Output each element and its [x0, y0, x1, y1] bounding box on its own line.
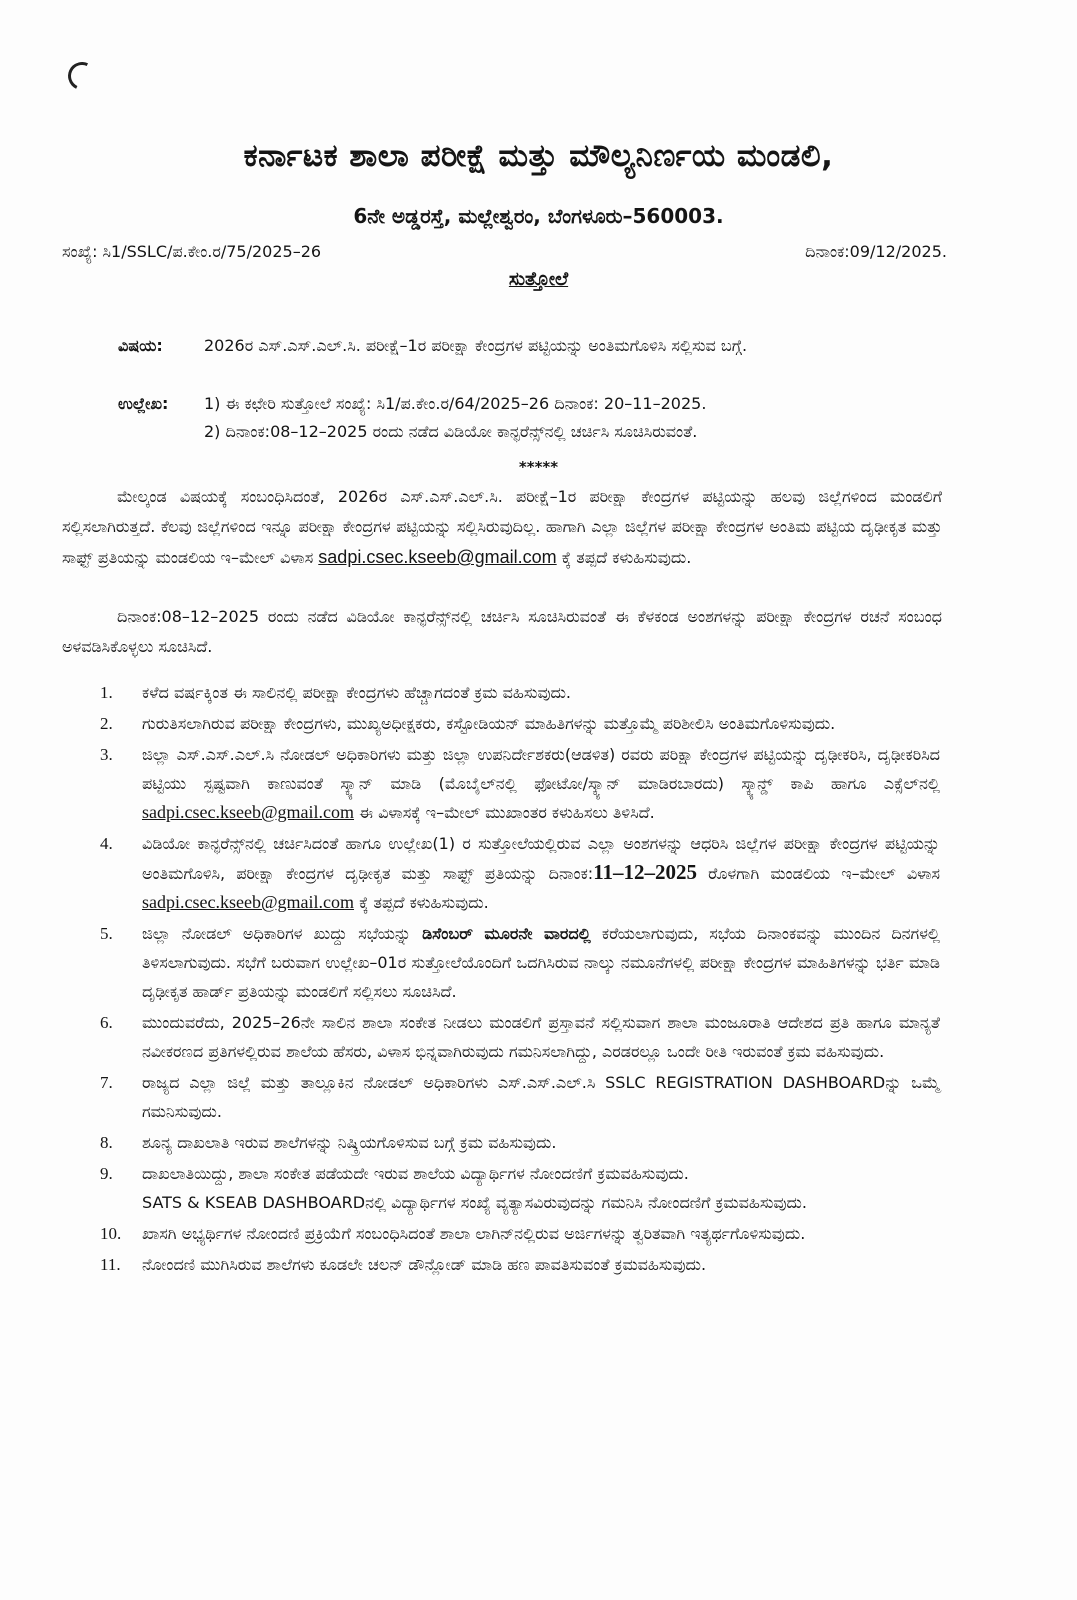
item-text-part: ಜಿಲ್ಲಾ ಎಸ್.ಎಸ್.ಎಲ್.ಸಿ ನೋಡಲ್ ಅಧಿಕಾರಿಗಳು ಮತ್ತು ಜಿಲ್ಲಾ ಉಪನಿರ್ದೇಶಕರು(ಆಡಳಿತ) ರವರು ಪರಿಕ್ಷಾ ಕೇಂದ್ರಗಳ ಪಟ್ಟಿಯನ್ನು ದೃಢೀಕರಿಸಿ, ದೃಢೀಕರಿಸಿದ ಪಟ್ಟಿಯು ಸ್ಪಷ್ಟವಾಗಿ ಕಾಣುವಂತೆ ಸ್ಕ್ಯಾನ್ ಮಾಡಿ (ಮೊಬೈಲ್‌ನಲ್ಲಿ ಫೋಟೋ/ಸ್ಕ್ಯಾನ್ ಮಾಡಿರಬಾರದು) ಸ್ಕ್ಯಾನ್ಡ್ ಕಾಪಿ ಹಾಗೂ ಎಕ್ಸೆಲ್‌ನಲ್ಲಿ: [142, 745, 940, 793]
subject-block: [118, 332, 948, 360]
item-text: [142, 919, 940, 1006]
subject-label: ವಿಷಯ:: [118, 336, 163, 355]
list-item: [100, 740, 940, 827]
item-number: 3.: [100, 745, 113, 764]
list-item: [100, 1159, 940, 1217]
item-number: 7.: [100, 1073, 113, 1092]
item-number: 6.: [100, 1013, 113, 1032]
list-item: [100, 1068, 940, 1126]
circular-date: ದಿನಾಂಕ:09/12/2025.: [805, 242, 947, 261]
email-link[interactable]: sadpi.csec.kseeb@gmail.com: [142, 892, 355, 912]
reference-item: 1) ಈ ಕಛೇರಿ ಸುತ್ತೋಲೆ ಸಂಖ್ಯೆ: ಸಿ1/ಪ.ಕೇಂ.ರ/64/2025–26 ದಿನಾಂಕ: 20–11–2025.: [204, 394, 707, 413]
item-text: [142, 829, 940, 917]
item-text: ರಾಜ್ಯದ ಎಲ್ಲಾ ಜಿಲ್ಲೆ ಮತ್ತು ತಾಲ್ಲೂಕಿನ ನೋಡಲ್ ಅಧಿಕಾರಿಗಳು ಎಸ್.ಎಸ್.ಎಲ್.ಸಿ SSLC REGISTRATION DASHBOARDನ್ನು ಒಮ್ಮೆ ಗಮನಿಸುವುದು.: [142, 1073, 940, 1121]
item-text-part: ರೊಳಗಾಗಿ ಮಂಡಲಿಯ ಇ–ಮೇಲ್ ವಿಳಾಸ: [708, 864, 940, 883]
list-item: [100, 1250, 940, 1279]
instructions-text: ದಿನಾಂಕ:08–12–2025 ರಂದು ನಡೆದ ವಿಡಿಯೋ ಕಾನ್ಫರೆನ್ಸ್‌ನಲ್ಲಿ ಚರ್ಚಿಸಿ ಸೂಚಿಸಿರುವಂತೆ ಈ ಕೆಳಕಂಡ ಅಂಶಗಳನ್ನು ಪರೀಕ್ಷಾ ಕೇಂದ್ರಗಳ ರಚನೆ ಸಂಬಂಧ ಅಳವಡಿಸಿಕೊಳ್ಳಲು ಸೂಚಿಸಿದೆ.: [62, 607, 942, 656]
item-text-part: ವಿಡಿಯೋ ಕಾನ್ಫರೆನ್ಸ್‌ನಲ್ಲಿ ಚರ್ಚಿಸಿದಂತೆ ಹಾಗೂ ಉಲ್ಲೇಖ(1) ರ ಸುತ್ತೋಲೆಯಲ್ಲಿರುವ ಎಲ್ಲಾ ಅಂಶಗಳನ್ನು ಆಧರಿಸಿ ಜಿಲ್ಲೆಗಳ ಪರೀಕ್ಷಾ ಕೇಂದ್ರಗಳ ಪಟ್ಟಿಯನ್ನು ಅಂತಿಮಗೊಳಿಸಿ, ಪರೀಕ್ಷಾ ಕೇಂದ್ರಗಳ ದೃಢೀಕೃತ ಮತ್ತು ಸಾಫ್ಟ್ ಪ್ರತಿಯನ್ನು ದಿನಾಂಕ:: [142, 834, 940, 883]
organization-address: 6ನೇ ಅಡ್ಡರಸ್ತೆ, ಮಲ್ಲೇಶ್ವರಂ, ಬೆಂಗಳೂರು–560003.: [353, 204, 724, 228]
item-number: 4.: [100, 834, 113, 853]
organization-title: ಕರ್ನಾಟಕ ಶಾಲಾ ಪರೀಕ್ಷೆ ಮತ್ತು ಮೌಲ್ಯನಿರ್ಣಯ ಮಂಡಲಿ,: [243, 138, 834, 174]
item-text-part: ಕರೆಯಲಾಗುವುದು, ಸಭೆಯ ದಿನಾಂಕವನ್ನು ಮುಂದಿನ ದಿನಗಳಲ್ಲಿ ತಿಳಿಸಲಾಗುವುದು. ಸಭೆಗೆ ಬರುವಾಗ ಉಲ್ಲೇಖ–01ರ ಸುತ್ತೋಲೆಯೊಂದಿಗೆ ಒದಗಿಸಿರುವ ನಾಲ್ಕು ನಮೂನೆಗಳಲ್ಲಿ ಪರೀಕ್ಷಾ ಕೇಂದ್ರಗಳ ಮಾಹಿತಿಗಳನ್ನು ಭರ್ತಿ ಮಾಡಿ ದೃಢೀಕೃತ ಹಾರ್ಡ್ ಪ್ರತಿಯನ್ನು ಮಂಡಲಿಗೆ ಸಲ್ಲಿಸಲು ಸೂಚಿಸಿದೆ.: [142, 924, 940, 1001]
reference-item: 2) ದಿನಾಂಕ:08–12–2025 ರಂದು ನಡೆದ ವಿಡಿಯೋ ಕಾನ್ಫರೆನ್ಸ್‌ನಲ್ಲಿ ಚರ್ಚಿಸಿ ಸೂಚಿಸಿರುವಂತೆ.: [204, 422, 698, 441]
intro-text-end: ಕ್ಕೆ ತಪ್ಪದೆ ಕಳುಹಿಸುವುದು.: [561, 548, 692, 567]
item-text: [142, 1159, 940, 1217]
item-text: ಗುರುತಿಸಲಾಗಿರುವ ಪರೀಕ್ಷಾ ಕೇಂದ್ರಗಳು, ಮುಖ್ಯಅಧೀಕ್ಷಕರು, ಕಸ್ಟೋಡಿಯನ್ ಮಾಹಿತಿಗಳನ್ನು ಮತ್ತೊಮ್ಮೆ ಪರಿಶೀಲಿಸಿ ಅಂತಿಮಗೊಳಿಸುವುದು.: [142, 714, 836, 733]
item-text-part: ಜಿಲ್ಲಾ ನೋಡಲ್ ಅಧಿಕಾರಿಗಳ ಖುದ್ದು ಸಭೆಯನ್ನು: [142, 924, 412, 943]
list-item: [100, 1128, 940, 1157]
references-block: [118, 390, 948, 446]
item-text: ಶೂನ್ಯ ದಾಖಲಾತಿ ಇರುವ ಶಾಲೆಗಳನ್ನು ನಿಷ್ಕ್ರಿಯಗೊಳಿಸುವ ಬಗ್ಗೆ ಕ್ರಮ ವಹಿಸುವುದು.: [142, 1133, 557, 1152]
item-text-part: ಕ್ಕೆ ತಪ್ಪದೆ ಕಳುಹಿಸುವುದು.: [359, 893, 489, 912]
circular-title-wrap: [0, 268, 1077, 290]
corner-mark: [64, 58, 100, 94]
instruction-list: [100, 678, 940, 1281]
item-text: ನೋಂದಣಿ ಮುಗಿಸಿರುವ ಶಾಲೆಗಳು ಕೂಡಲೇ ಚಲನ್ ಡೌನ್ಲೋಡ್ ಮಾಡಿ ಹಣ ಪಾವತಿಸುವಂತೆ ಕ್ರಮವಹಿಸುವುದು.: [142, 1255, 707, 1274]
item-number: 2.: [100, 714, 113, 733]
intro-text: ಮೇಲ್ಕಂಡ ವಿಷಯಕ್ಕೆ ಸಂಬಂಧಿಸಿದಂತೆ, 2026ರ ಎಸ್.ಎಸ್.ಎಲ್.ಸಿ. ಪರೀಕ್ಷೆ–1ರ ಪರೀಕ್ಷಾ ಕೇಂದ್ರಗಳ ಪಟ್ಟಿಯನ್ನು ಹಲವು ಜಿಲ್ಲೆಗಳಿಂದ ಮಂಡಲಿಗೆ ಸಲ್ಲಿಸಲಾಗಿರುತ್ತದೆ. ಕೆಲವು ಜಿಲ್ಲೆಗಳಿಂದ ಇನ್ನೂ ಪರೀಕ್ಷಾ ಕೇಂದ್ರಗಳ ಪಟ್ಟಿಯನ್ನು ಸಲ್ಲಿಸಿರುವುದಿಲ್ಲ. ಹಾಗಾಗಿ ಎಲ್ಲಾ ಜಿಲ್ಲೆಗಳ ಪರೀಕ್ಷಾ ಕೇಂದ್ರಗಳ ಅಂತಿಮ ಪಟ್ಟಿಯ ದೃಢೀಕೃತ ಮತ್ತು ಸಾಫ್ಟ್ ಪ್ರತಿಯನ್ನು ಮಂಡಲಿಯ ಇ–ಮೇಲ್ ವಿಳಾಸ: [62, 487, 942, 567]
item-number: 10.: [100, 1224, 122, 1243]
item-number: 1.: [100, 683, 113, 702]
reference-row: [62, 242, 947, 262]
item-number: 8.: [100, 1133, 113, 1152]
item-text: ಮುಂದುವರೆದು, 2025–26ನೇ ಸಾಲಿನ ಶಾಲಾ ಸಂಕೇತ ನೀಡಲು ಮಂಡಲಿಗೆ ಪ್ರಸ್ತಾವನೆ ಸಲ್ಲಿಸುವಾಗ ಶಾಲಾ ಮಂಜೂರಾತಿ ಆದೇಶದ ಪ್ರತಿ ಹಾಗೂ ಮಾನ್ಯತೆ ನವೀಕರಣದ ಪ್ರತಿಗಳಲ್ಲಿರುವ ಶಾಲೆಯ ಹೆಸರು, ವಿಳಾಸ ಭಿನ್ನವಾಗಿರುವುದು ಗಮನಿಸಲಾಗಿದ್ದು, ಎರಡರಲ್ಲೂ ಒಂದೇ ರೀತಿ ಇರುವಂತೆ ಕ್ರಮ ವಹಿಸುವುದು.: [142, 1013, 940, 1061]
references-label: ಉಲ್ಲೇಖ:: [118, 394, 169, 413]
item-text: ಖಾಸಗಿ ಅಭ್ಯರ್ಥಿಗಳ ನೋಂದಣಿ ಪ್ರಕ್ರಿಯೆಗೆ ಸಂಬಂಧಿಸಿದಂತೆ ಶಾಲಾ ಲಾಗಿನ್‌ನಲ್ಲಿರುವ ಅರ್ಜಿಗಳನ್ನು ತ್ವರಿತವಾಗಿ ಇತ್ಯರ್ಥಗೊಳಿಸುವುದು.: [142, 1224, 806, 1243]
email-link[interactable]: sadpi.csec.kseeb@gmail.com: [318, 547, 557, 567]
list-item: [100, 1008, 940, 1066]
meeting-week: ಡಿಸೆಂಬರ್ ಮೂರನೇ ವಾರದಲ್ಲಿ: [422, 924, 591, 943]
list-item: [100, 1219, 940, 1248]
item-text-part: ದಾಖಲಾತಿಯಿದ್ದು, ಶಾಲಾ ಸಂಕೇತ ಪಡೆಯದೇ ಇರುವ ಶಾಲೆಯ ವಿದ್ಯಾರ್ಥಿಗಳ ನೋಂದಣಿಗೆ ಕ್ರಮವಹಿಸುವುದು.: [142, 1164, 689, 1183]
circular-title: ಸುತ್ತೋಲೆ: [508, 268, 569, 290]
references-list: [204, 390, 706, 446]
paragraph-instructions: [62, 602, 942, 662]
list-item: [100, 678, 940, 707]
item-number: 9.: [100, 1164, 113, 1183]
paragraph-intro: [62, 482, 942, 573]
item-text-part: SATS & KSEAB DASHBOARDನಲ್ಲಿ ವಿದ್ಯಾರ್ಥಿಗಳ ಸಂಖ್ಯೆ ವ್ಯತ್ಯಾಸವಿರುವುದನ್ನು ಗಮನಿಸಿ ನೋಂದಣಿಗೆ ಕ್ರಮವಹಿಸುವುದು.: [142, 1193, 807, 1212]
list-item: [100, 829, 940, 917]
deadline-date: 11–12–2025: [593, 860, 698, 884]
reference-number: ಸಂಖ್ಯೆ: ಸಿ1/SSLC/ಪ.ಕೇಂ.ರ/75/2025–26: [62, 242, 322, 261]
item-text: ಕಳೆದ ವರ್ಷಕ್ಕಿಂತ ಈ ಸಾಲಿನಲ್ಲಿ ಪರೀಕ್ಷಾ ಕೇಂದ್ರಗಳು ಹೆಚ್ಚಾಗದಂತೆ ಕ್ರಮ ವಹಿಸುವುದು.: [142, 683, 572, 702]
item-number: 11.: [100, 1255, 121, 1274]
list-item: [100, 709, 940, 738]
item-text: [142, 740, 940, 827]
item-text-part: ಈ ವಿಳಾಸಕ್ಕೆ ಇ–ಮೇಲ್ ಮುಖಾಂತರ ಕಳುಹಿಸಲು ತಿಳಿಸಿದೆ.: [359, 803, 655, 822]
separator-stars: *****: [518, 458, 559, 476]
email-link[interactable]: sadpi.csec.kseeb@gmail.com: [142, 802, 355, 822]
list-item: [100, 919, 940, 1006]
subject-text: 2026ರ ಎಸ್.ಎಸ್.ಎಲ್.ಸಿ. ಪರೀಕ್ಷೆ–1ರ ಪರೀಕ್ಷಾ ಕೇಂದ್ರಗಳ ಪಟ್ಟಿಯನ್ನು ಅಂತಿಮಗೊಳಿಸಿ ಸಲ್ಲಿಸುವ ಬಗ್ಗೆ.: [204, 336, 748, 355]
item-number: 5.: [100, 924, 113, 943]
